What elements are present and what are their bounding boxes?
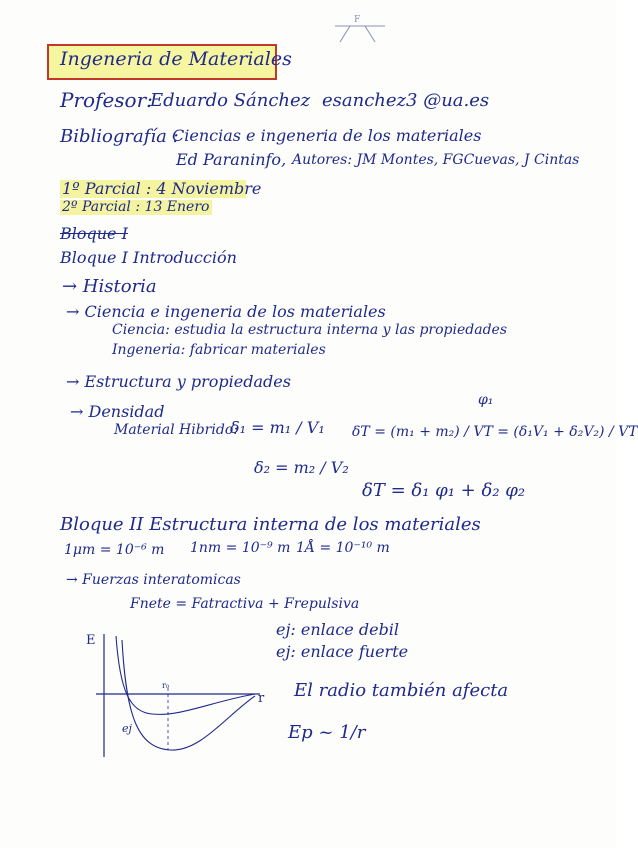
bibliography-label: Bibliografía :: [60, 126, 179, 147]
professor-label: Profesor:: [60, 88, 153, 112]
radius-note: El radio también afecta: [294, 680, 509, 701]
formula-density-2: δ₂ = m₂ / V₂: [254, 458, 349, 477]
fnet-formula: Fnete = Fatractiva + Frepulsiva: [130, 596, 360, 612]
example-strong-bond: ej: enlace fuerte: [276, 642, 409, 661]
formula-density-total: δT = (m₁ + m₂) / VT = (δ₁V₁ + δ₂V₂) / VT: [352, 424, 638, 440]
structure-item: → Estructura y propiedades: [66, 372, 291, 391]
unit-nano: 1nm = 10⁻⁹ m: [190, 540, 291, 556]
bibliography-authors: Autores: JM Montes, FGCuevas, J Cintas: [292, 152, 580, 168]
graph-r0-label: r₀: [162, 681, 170, 690]
graph-x-label: r: [258, 691, 265, 706]
block1-struck: Bloque I: [60, 224, 128, 243]
block2-heading: Bloque II Estructura interna de los materiales: [60, 514, 481, 535]
graph-y-label: E: [86, 633, 96, 648]
exam-first: 1º Parcial : 4 Noviembre: [62, 179, 262, 198]
potential-energy-relation: Ep ~ 1/r: [288, 722, 366, 743]
formula-density-1: δ₁ = m₁ / V₁: [230, 418, 325, 437]
scribble-sketch: [320, 12, 400, 52]
block1-heading: Bloque I Introducción: [60, 248, 237, 267]
forces-item: → Fuerzas interatomicas: [66, 572, 241, 588]
unit-micron: 1μm = 10⁻⁶ m: [64, 542, 165, 558]
professor-email: esanchez3 @ua.es: [322, 90, 490, 111]
graph-ej-label: ej: [122, 722, 132, 735]
unit-angstrom: 1Å = 10⁻¹⁰ m: [296, 540, 390, 556]
bibliography-title: Ciencias e ingeneria de los materiales: [172, 126, 482, 145]
hybrid-material-label: Material Hibrido:: [114, 422, 238, 438]
example-weak-bond: ej: enlace debil: [276, 620, 400, 639]
page-title: Ingeneria de Materiales: [60, 48, 292, 70]
bibliography-publisher: Ed Paraninfo,: [176, 150, 287, 169]
ciencia-definition: Ciencia: estudia la estructura interna y las propiedades: [112, 322, 508, 338]
formula-density-phi: δT = δ₁ φ₁ + δ₂ φ₂: [362, 480, 526, 501]
density-item: → Densidad: [70, 402, 165, 421]
science-item: → Ciencia e ingeneria de los materiales: [66, 302, 386, 321]
exam-second: 2º Parcial : 13 Enero: [62, 199, 210, 215]
strong-bond-curve: [122, 640, 255, 750]
weak-bond-curve: [116, 636, 255, 714]
professor-name: Eduardo Sánchez: [150, 90, 311, 111]
energy-distance-graph: [86, 622, 270, 762]
ingeneria-definition: Ingeneria: fabricar materiales: [112, 342, 326, 358]
phi-label: φ₁: [478, 392, 494, 408]
sketch-label: F: [354, 15, 361, 25]
history-item: → Historia: [62, 276, 157, 297]
